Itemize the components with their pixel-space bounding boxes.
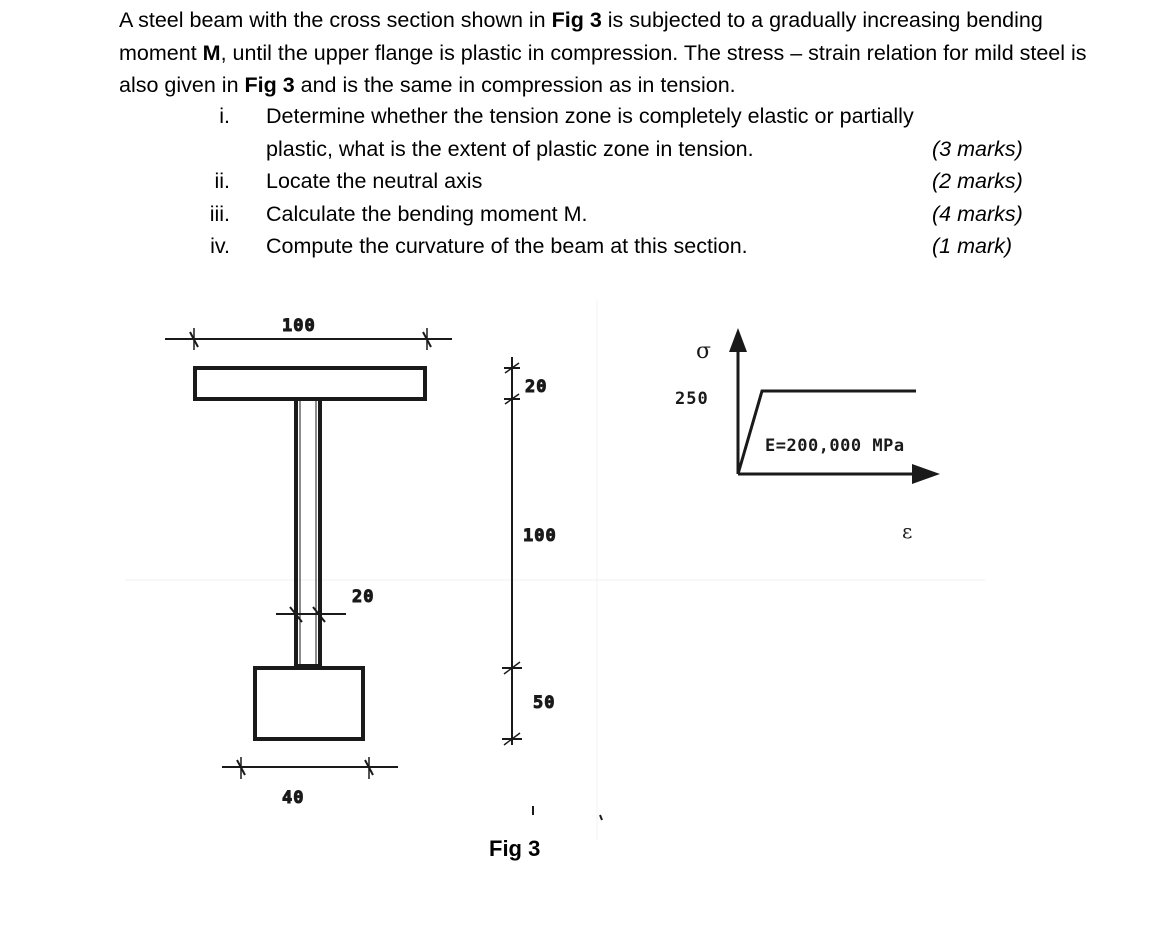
flange-width-label: 100 [282,316,316,336]
problem-text-4: and is the same in compression as in tension. [294,73,736,98]
block-width-label: 40 [282,788,305,808]
figure-3 [0,290,1151,946]
modulus-label: E=200,000 MPa [765,436,905,456]
web-height-label: 100 [523,526,557,546]
question-text: Compute the curvature of the beam at this section. [266,234,748,258]
block-height-label: 50 [533,693,556,713]
scan-mark [600,815,602,820]
web-thickness-label: 20 [352,587,375,607]
question-number: iv. [210,234,230,258]
fig-reference-1: Fig 3 [551,8,602,32]
question-text-line2: plastic, what is the extent of plastic zone in tension. [266,137,754,161]
question-text: Locate the neutral axis [266,169,483,193]
moment-symbol: M [202,40,221,65]
question-4 [0,230,1151,263]
question-marks: (3 marks) [932,137,1023,161]
problem-text-2: is subjected to a gradually increasing bending moment [119,8,1043,65]
flange-thickness-label: 20 [525,377,548,397]
question-number: ii. [214,169,230,193]
strain-axis-arrow-icon [912,464,940,484]
strain-symbol: ε [902,519,913,543]
stress-strain-diagram [675,328,940,543]
stress-axis-arrow-icon [729,328,747,352]
problem-text-3: , until the upper flange is plastic in compression. The stress – strain relation for mild steel is also given in [119,40,1087,98]
top-flange [195,368,425,399]
height-dimension-chain [502,357,602,820]
beam-cross-section [165,316,452,808]
question-number: iii. [209,202,230,226]
problem-text-1: A steel beam with the cross section shown in [119,8,552,32]
question-number: i. [219,104,230,128]
fig-reference-2: Fig 3 [244,73,295,98]
yield-stress-label: 250 [675,389,709,409]
bottom-block [255,668,363,739]
question-1 [0,100,1151,133]
question-3 [0,198,1151,231]
question-marks: (4 marks) [932,202,1023,226]
figure-caption: Fig 3 [489,836,541,861]
problem-statement [119,4,1094,102]
question-1-continued [0,133,1151,166]
question-marks: (2 marks) [932,169,1023,193]
question-2 [0,165,1151,198]
question-text-line1: Determine whether the tension zone is completely elastic or partially [266,104,914,128]
question-text: Calculate the bending moment M. [266,202,588,226]
stress-strain-curve [738,391,916,474]
question-marks: (1 mark) [932,234,1013,258]
stress-symbol: σ [696,339,712,364]
